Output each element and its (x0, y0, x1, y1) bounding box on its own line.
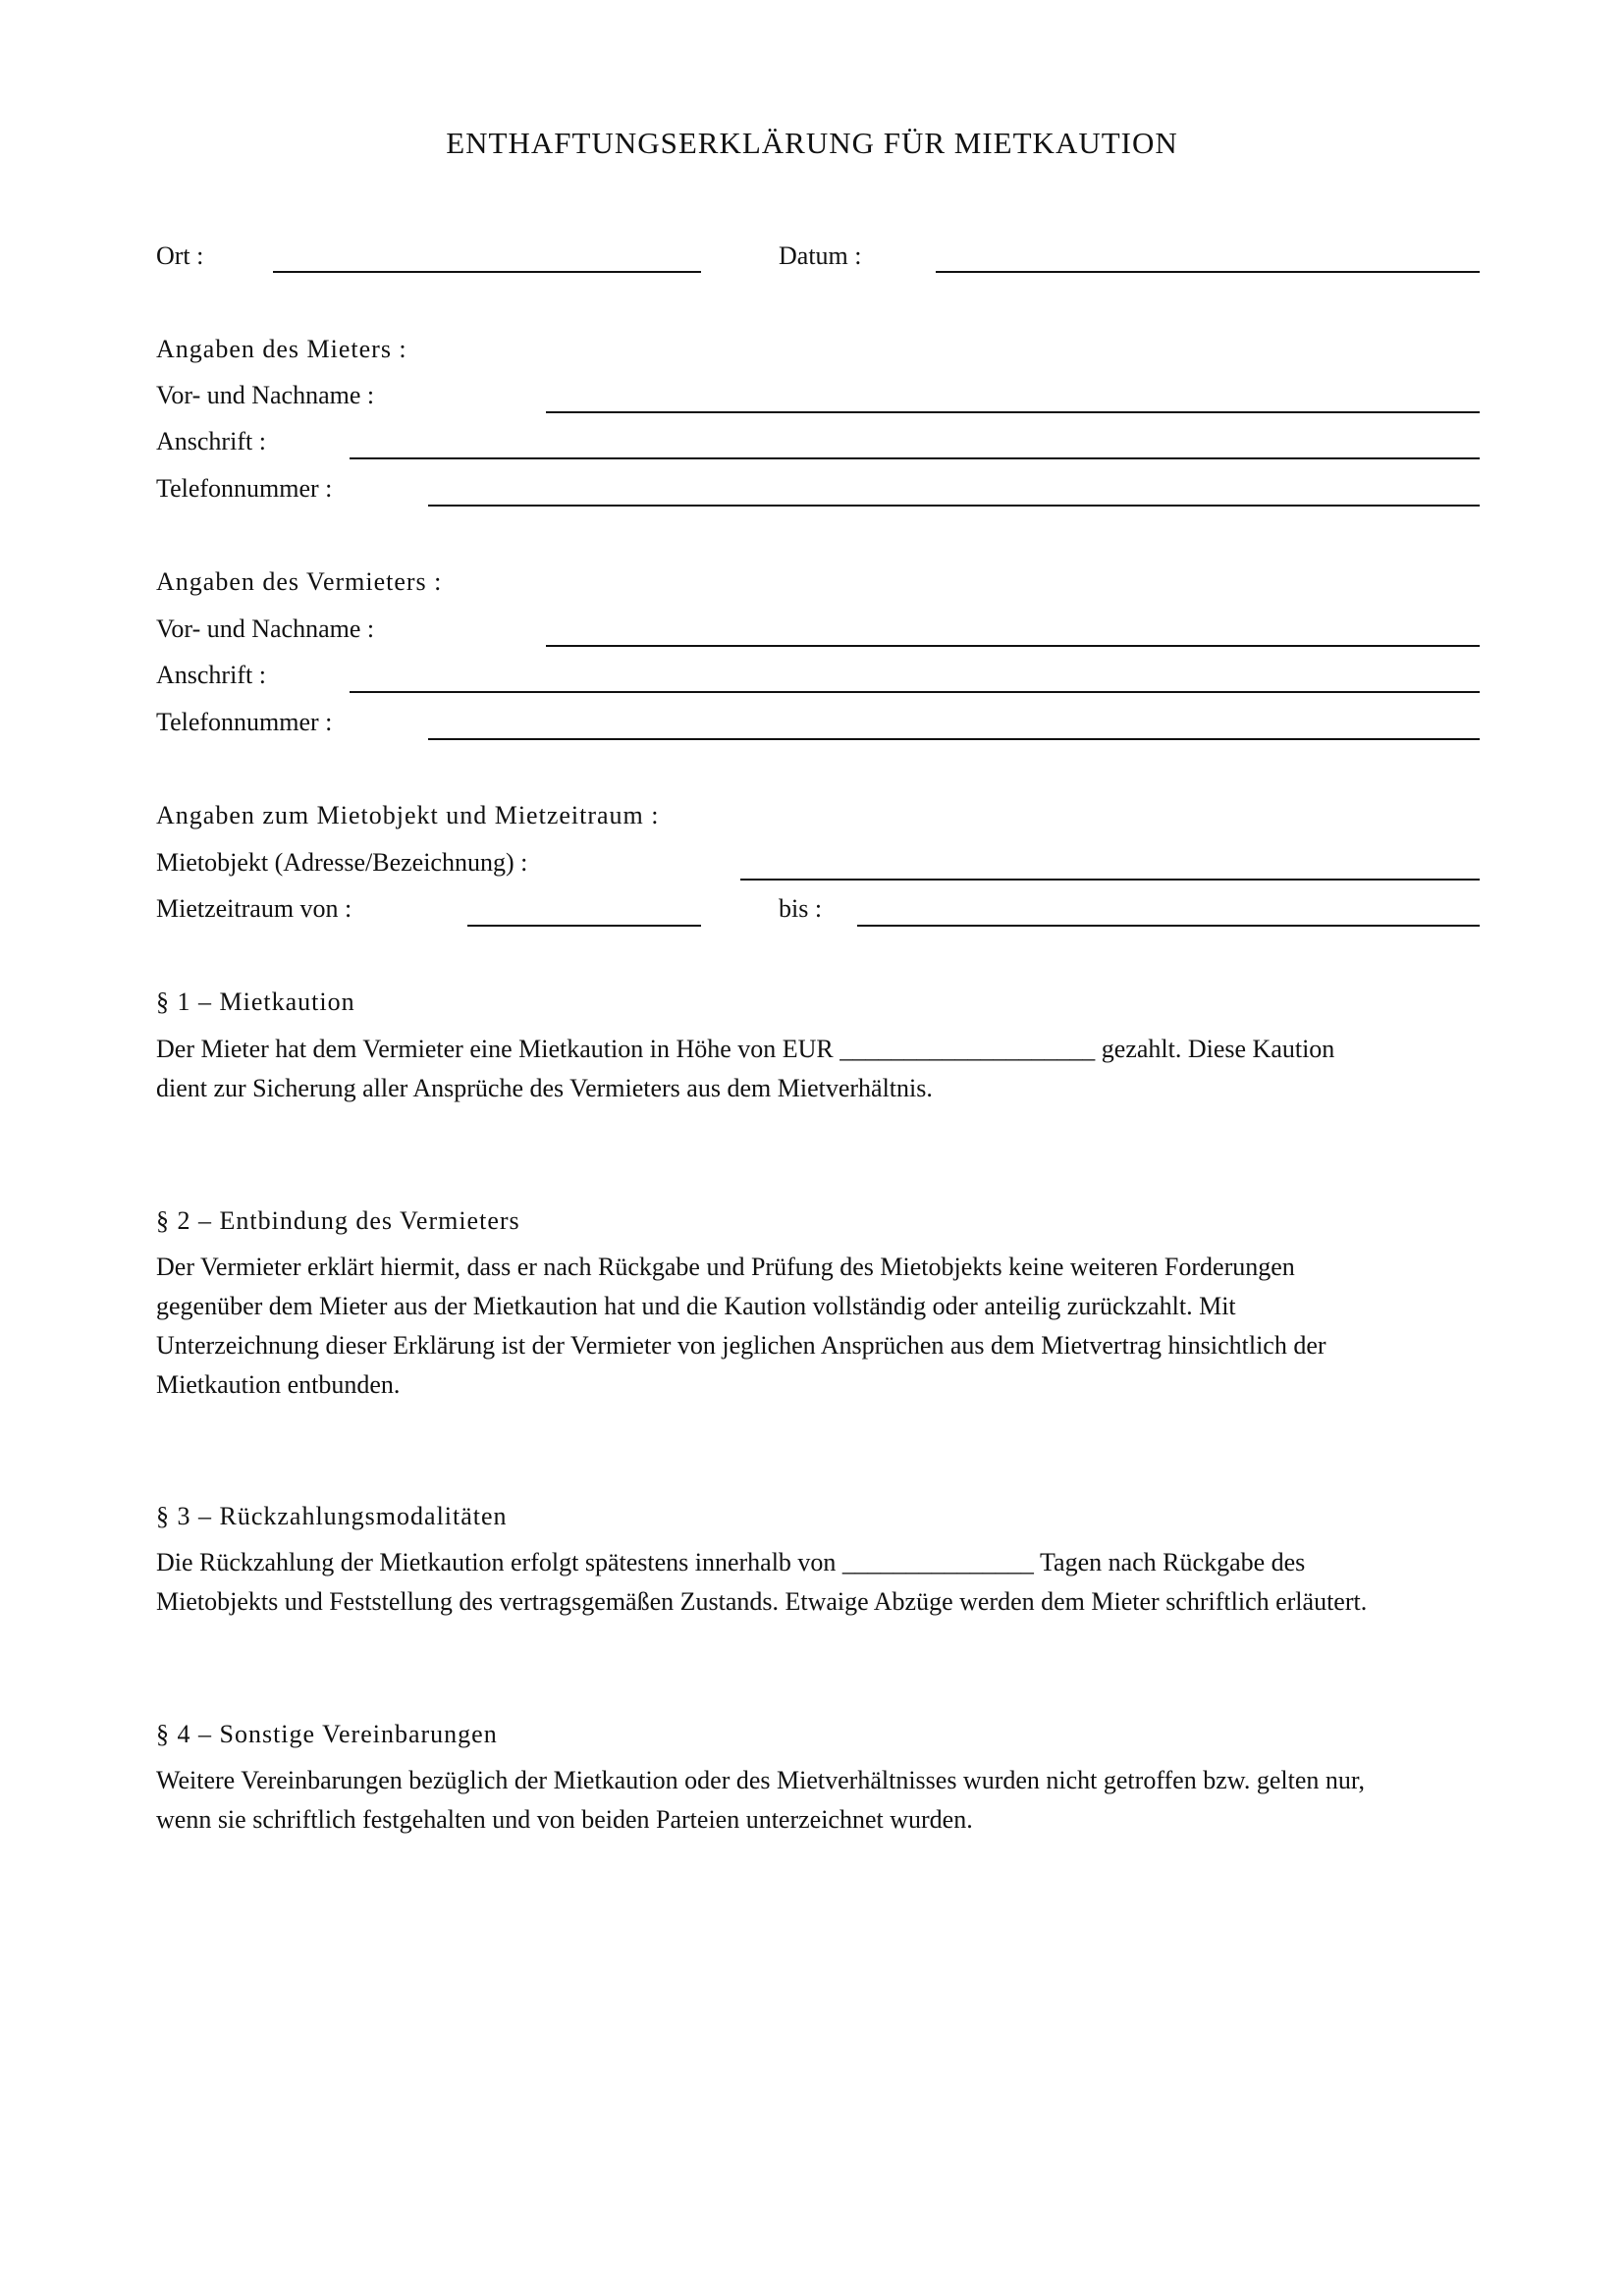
ort-label: Ort : (156, 241, 204, 270)
section-1-line: Der Mieter hat dem Vermieter eine Mietkaution in Höhe von EUR ____________________ gezahlt. Diese Kaution (156, 1035, 1335, 1063)
mieter-telefon-field[interactable] (428, 505, 1480, 507)
mietzeitraum-bis-label: bis : (779, 894, 823, 923)
section-4-line: wenn sie schriftlich festgehalten und von beiden Parteien unterzeichnet wurden. (156, 1805, 973, 1834)
section-3-line: Die Rückzahlung der Mietkaution erfolgt spätestens innerhalb von _______________ Tagen nach Rückgabe des (156, 1548, 1306, 1576)
vermieter-heading: Angaben des Vermieters : (156, 567, 443, 596)
datum-label: Datum : (779, 241, 862, 270)
mietzeitraum-von-label: Mietzeitraum von : (156, 894, 352, 923)
vermieter-telefon-label: Telefonnummer : (156, 708, 333, 736)
mieter-telefon-label: Telefonnummer : (156, 474, 333, 503)
mieter-anschrift-field[interactable] (350, 457, 1480, 459)
section-1-text (156, 1030, 1482, 1108)
datum-field[interactable] (936, 271, 1480, 273)
document-title: ENTHAFTUNGSERKLÄRUNG FÜR MIETKAUTION (446, 126, 1178, 160)
section-3-line: Mietobjekts und Feststellung des vertragsgemäßen Zustands. Etwaige Abzüge werden dem Mieter schriftlich erläutert. (156, 1587, 1368, 1616)
mieter-name-label: Vor- und Nachname : (156, 381, 375, 409)
vermieter-anschrift-field[interactable] (350, 691, 1480, 693)
objekt-heading: Angaben zum Mietobjekt und Mietzeitraum : (156, 801, 660, 829)
section-1-heading: § 1 – Mietkaution (156, 988, 355, 1016)
section-2-heading: § 2 – Entbindung des Vermieters (156, 1206, 520, 1235)
section-3-heading: § 3 – Rückzahlungsmodalitäten (156, 1502, 508, 1530)
section-3-text (156, 1543, 1482, 1622)
mietobjekt-label: Mietobjekt (Adresse/Bezeichnung) : (156, 848, 528, 877)
vermieter-telefon-field[interactable] (428, 738, 1480, 740)
mietzeitraum-bis-field[interactable] (857, 925, 1480, 927)
section-2-line: gegenüber dem Mieter aus der Mietkaution hat und die Kaution vollständig oder anteilig zurückzahlt. Mit (156, 1292, 1236, 1320)
vermieter-anschrift-label: Anschrift : (156, 661, 266, 689)
mieter-name-field[interactable] (546, 411, 1480, 413)
section-4-heading: § 4 – Sonstige Vereinbarungen (156, 1720, 498, 1748)
mietzeitraum-von-field[interactable] (467, 925, 701, 927)
ort-field[interactable] (273, 271, 701, 273)
section-2-line: Der Vermieter erklärt hiermit, dass er nach Rückgabe und Prüfung des Mietobjekts keine weiteren Forderungen (156, 1253, 1295, 1281)
section-4-line: Weitere Vereinbarungen bezüglich der Mietkaution oder des Mietverhältnisses wurden nicht getroffen bzw. gelten nur, (156, 1766, 1365, 1794)
section-2-line: Mietkaution entbunden. (156, 1370, 401, 1399)
mieter-anschrift-label: Anschrift : (156, 427, 266, 455)
section-2-line: Unterzeichnung dieser Erklärung ist der Vermieter von jeglichen Ansprüchen aus dem Mietvertrag hinsichtlich der (156, 1331, 1326, 1360)
mieter-heading: Angaben des Mieters : (156, 335, 407, 363)
mietobjekt-field[interactable] (740, 879, 1480, 881)
section-1-line: dient zur Sicherung aller Ansprüche des Vermieters aus dem Mietverhältnis. (156, 1074, 933, 1102)
section-2-text (156, 1248, 1482, 1405)
vermieter-name-field[interactable] (546, 645, 1480, 647)
vermieter-name-label: Vor- und Nachname : (156, 614, 375, 643)
section-4-text (156, 1761, 1482, 1840)
